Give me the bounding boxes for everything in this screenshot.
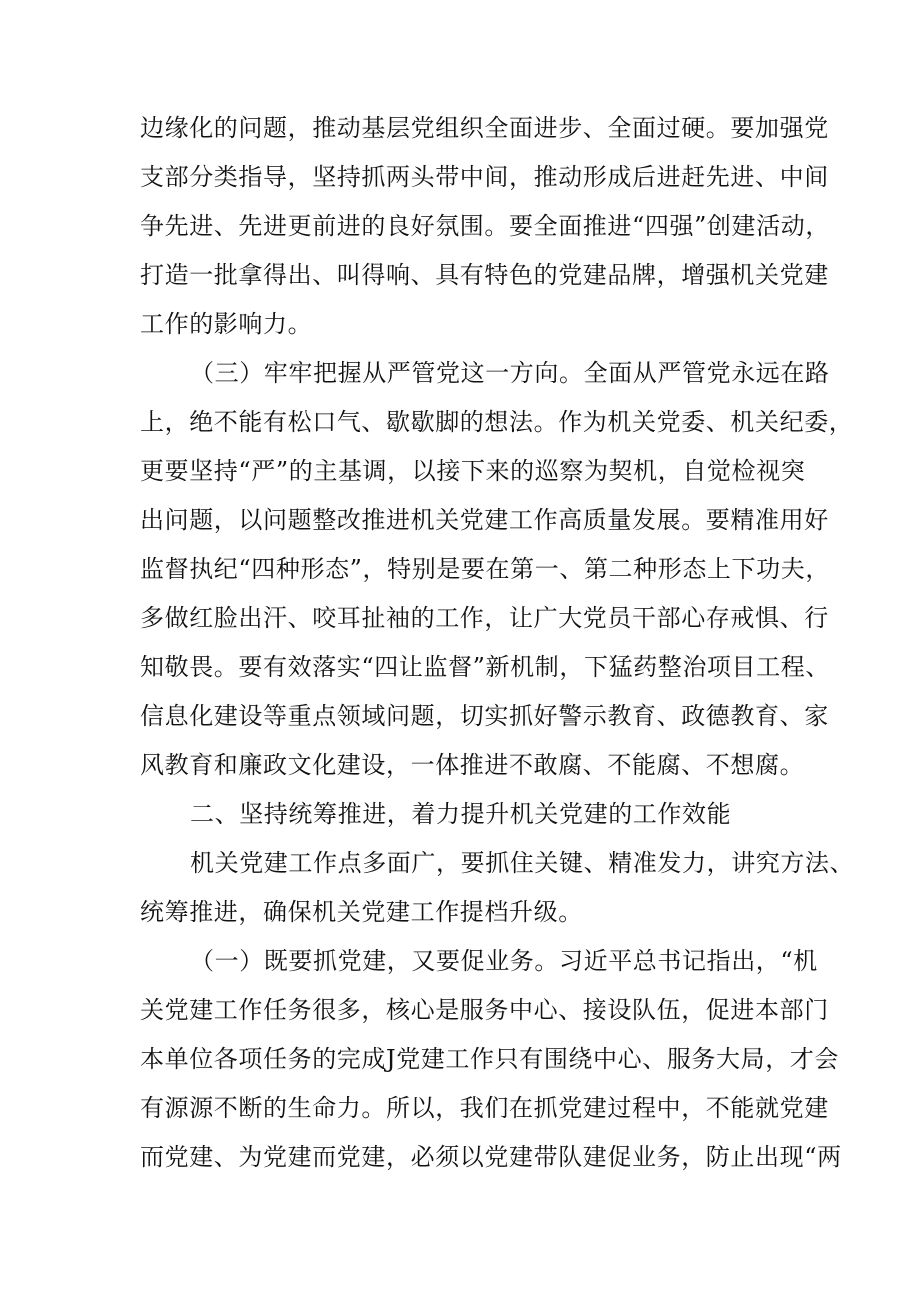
text-line: 支部分类指导，坚持抓两头带中间，推动形成后进赶先进、中间 — [140, 163, 829, 191]
text-line: 而党建、为党建而党建，必须以党建带队建促业务，防止出现“两 — [140, 1143, 842, 1171]
text-line: 知敬畏。要有效落实“四让监督”新机制，下猛药整治项目工程、 — [140, 653, 830, 681]
text-line: 统筹推进，确保机关党建工作提档升级。 — [140, 898, 583, 926]
text-line: 多做红脸出汗、咬耳扯袖的工作，让广大党员干部心存戒惧、行 — [140, 604, 829, 632]
chapter-heading: 二、坚持统筹推进，着力提升机关党建的工作效能 — [190, 800, 732, 828]
text-line: 更要坚持“严”的主基调，以接下来的巡察为契机，自觉检视突 — [140, 457, 806, 485]
section-heading: （一）既要抓党建，又要促业务。习近平总书记指出，“机 — [190, 947, 818, 975]
text-line: 机关党建工作点多面广，要抓住关键、精准发力，讲究方法、 — [190, 849, 855, 877]
text-line: 本单位各项任务的完成J党建工作只有围绕中心、服务大局，才会 — [140, 1045, 840, 1073]
text-line: 争先进、先进更前进的良好氛围。要全面推进“四强”创建活动， — [140, 212, 830, 240]
text-line: 风教育和廉政文化建设，一体推进不敢腐、不能腐、不想腐。 — [140, 751, 805, 779]
section-heading: （三）牢牢把握从严管党这一方向。全面从严管党永远在路 — [190, 359, 830, 387]
text-line: 信息化建设等重点领域问题，切实抓好警示教育、政德教育、家 — [140, 702, 829, 730]
text-line: 出问题，以问题整改推进机关党建工作高质量发展。要精准用好 — [140, 506, 829, 534]
text-line: 工作的影响力。 — [140, 310, 313, 338]
text-line: 上，绝不能有松口气、歇歇脚的想法。作为机关党委、机关纪委， — [140, 408, 854, 436]
text-line: 有源源不断的生命力。所以，我们在抓党建过程中，不能就党建 — [140, 1094, 829, 1122]
text-line: 打造一批拿得出、叫得响、具有特色的党建品牌，增强机关党建 — [140, 261, 829, 289]
text-line: 边缘化的问题，推动基层党组织全面进步、全面过硬。要加强党 — [140, 114, 829, 142]
text-line: 关党建工作任务很多，核心是服务中心、接设队伍，促进本部门 — [140, 996, 829, 1024]
text-line: 监督执纪“四种形态”，特别是要在第一、第二种形态上下功夫， — [140, 555, 830, 583]
